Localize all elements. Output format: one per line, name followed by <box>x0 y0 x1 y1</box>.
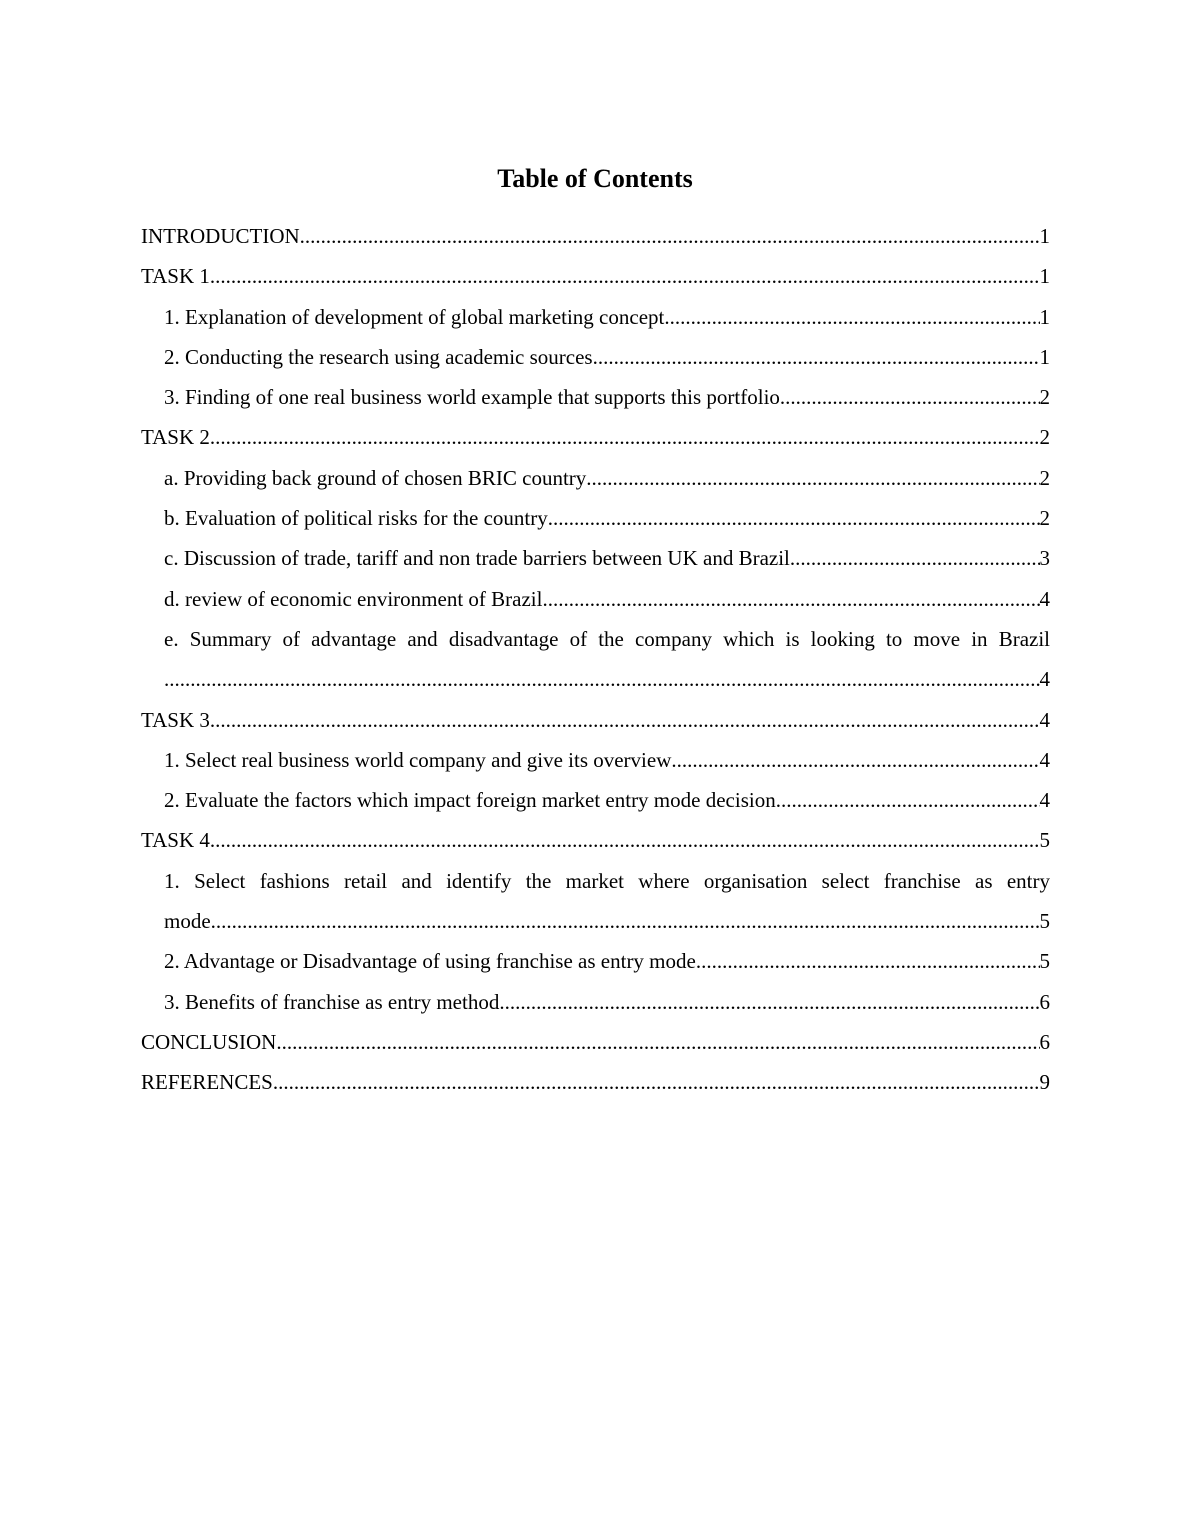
toc-page-number: 9 <box>1039 1070 1050 1095</box>
toc-entry-title: a. Providing back ground of chosen BRIC country <box>164 465 587 490</box>
toc-entry-title: d. review of economic environment of Brazil <box>164 586 543 611</box>
toc-page-number: 5 <box>1039 949 1050 974</box>
toc-entry-task-2-e[interactable] <box>164 619 1050 700</box>
toc-entry-title: c. Discussion of trade, tariff and non trade barriers between UK and Brazil <box>164 546 790 571</box>
toc-entry-conclusion[interactable] <box>141 1022 1050 1062</box>
toc-entry-task-3[interactable] <box>141 700 1050 740</box>
toc-dot-leader <box>776 780 1040 820</box>
toc-entry-title: 3. Finding of one real business world example that supports this portfolio <box>164 385 780 410</box>
toc-dot-leader <box>586 458 1039 498</box>
toc-page-number: 2 <box>1039 465 1050 490</box>
toc-dot-leader <box>210 820 1040 860</box>
toc-entry-title: TASK 1 <box>141 264 210 289</box>
toc-entry-task-4-3[interactable] <box>164 982 1050 1022</box>
toc-dot-leader <box>548 498 1040 538</box>
toc-page-number: 2 <box>1039 385 1050 410</box>
toc-dot-leader <box>211 901 1040 941</box>
toc-entry-task-4[interactable] <box>141 820 1050 860</box>
toc-page-number: 2 <box>1039 506 1050 531</box>
toc-dot-leader <box>696 941 1040 981</box>
toc-entry-title: TASK 2 <box>141 425 210 450</box>
toc-page-number: 6 <box>1039 989 1050 1014</box>
toc-entry-title: TASK 3 <box>141 707 210 732</box>
toc-dot-leader <box>210 700 1040 740</box>
toc-entry-task-2-d[interactable] <box>164 579 1050 619</box>
toc-dot-leader <box>164 659 1040 699</box>
toc-entry-task-1-1[interactable] <box>164 297 1050 337</box>
toc-entry-title: 1. Select real business world company and give its overview <box>164 747 672 772</box>
toc-page-number: 5 <box>1039 828 1050 853</box>
toc-entry-title: b. Evaluation of political risks for the country <box>164 506 548 531</box>
toc-entry-title: CONCLUSION <box>141 1029 277 1054</box>
toc-entry-title: REFERENCES <box>141 1070 273 1095</box>
toc-dot-leader <box>499 982 1039 1022</box>
toc-entry-title: 1. Select fashions retail and identify the market where organisation select franchise as entry <box>164 868 1050 893</box>
toc-page-number: 6 <box>1039 1029 1050 1054</box>
toc-page-number: 5 <box>1039 909 1050 934</box>
toc-page-number: 4 <box>1039 667 1050 692</box>
toc-entry-title-continued: mode <box>164 909 211 934</box>
toc-entry-task-4-1[interactable] <box>164 861 1050 942</box>
toc-dot-leader <box>664 297 1039 337</box>
toc-dot-leader <box>276 1022 1039 1062</box>
toc-list <box>141 216 1050 1103</box>
toc-entry-title: 2. Conducting the research using academic sources <box>164 344 593 369</box>
toc-entry-task-1-2[interactable] <box>164 337 1050 377</box>
toc-entry-task-3-1[interactable] <box>164 740 1050 780</box>
toc-page-number: 2 <box>1039 425 1050 450</box>
toc-entry-title: 2. Advantage or Disadvantage of using franchise as entry mode <box>164 949 696 974</box>
toc-entry-introduction[interactable] <box>141 216 1050 256</box>
toc-entry-task-1[interactable] <box>141 256 1050 296</box>
toc-entry-title: INTRODUCTION <box>141 224 300 248</box>
toc-dot-leader <box>210 256 1040 296</box>
toc-entry-references[interactable] <box>141 1062 1050 1102</box>
toc-dot-leader <box>300 216 1040 256</box>
toc-dot-leader <box>542 579 1039 619</box>
toc-entry-title: 1. Explanation of development of global marketing concept <box>164 304 665 329</box>
toc-dot-leader <box>780 377 1040 417</box>
toc-heading: Table of Contents <box>497 164 693 193</box>
toc-dot-leader <box>273 1062 1040 1102</box>
toc-page-number: 1 <box>1039 264 1050 289</box>
toc-dot-leader <box>671 740 1039 780</box>
toc-page-number: 4 <box>1039 747 1050 772</box>
toc-page-number: 3 <box>1039 546 1050 571</box>
toc-entry-task-2[interactable] <box>141 417 1050 457</box>
toc-dot-leader <box>593 337 1040 377</box>
toc-page-number: 1 <box>1039 304 1050 329</box>
toc-dot-leader <box>790 538 1040 578</box>
toc-entry-task-4-2[interactable] <box>164 941 1050 981</box>
toc-entry-title: 3. Benefits of franchise as entry method <box>164 989 500 1014</box>
toc-entry-task-2-b[interactable] <box>164 498 1050 538</box>
toc-page-number: 4 <box>1039 586 1050 611</box>
toc-entry-title: TASK 4 <box>141 828 210 853</box>
toc-entry-title: e. Summary of advantage and disadvantage of the company which is looking to move in Brazil <box>164 626 1050 651</box>
toc-page-number: 1 <box>1039 224 1050 248</box>
toc-page-number: 1 <box>1039 344 1050 369</box>
toc-entry-title: 2. Evaluate the factors which impact foreign market entry mode decision <box>164 788 776 813</box>
toc-entry-task-1-3[interactable] <box>164 377 1050 417</box>
toc-entry-task-2-c[interactable] <box>164 538 1050 578</box>
toc-entry-task-2-a[interactable] <box>164 458 1050 498</box>
toc-page-number: 4 <box>1039 788 1050 813</box>
toc-entry-task-3-2[interactable] <box>164 780 1050 820</box>
toc-dot-leader <box>210 417 1040 457</box>
toc-page-number: 4 <box>1039 707 1050 732</box>
